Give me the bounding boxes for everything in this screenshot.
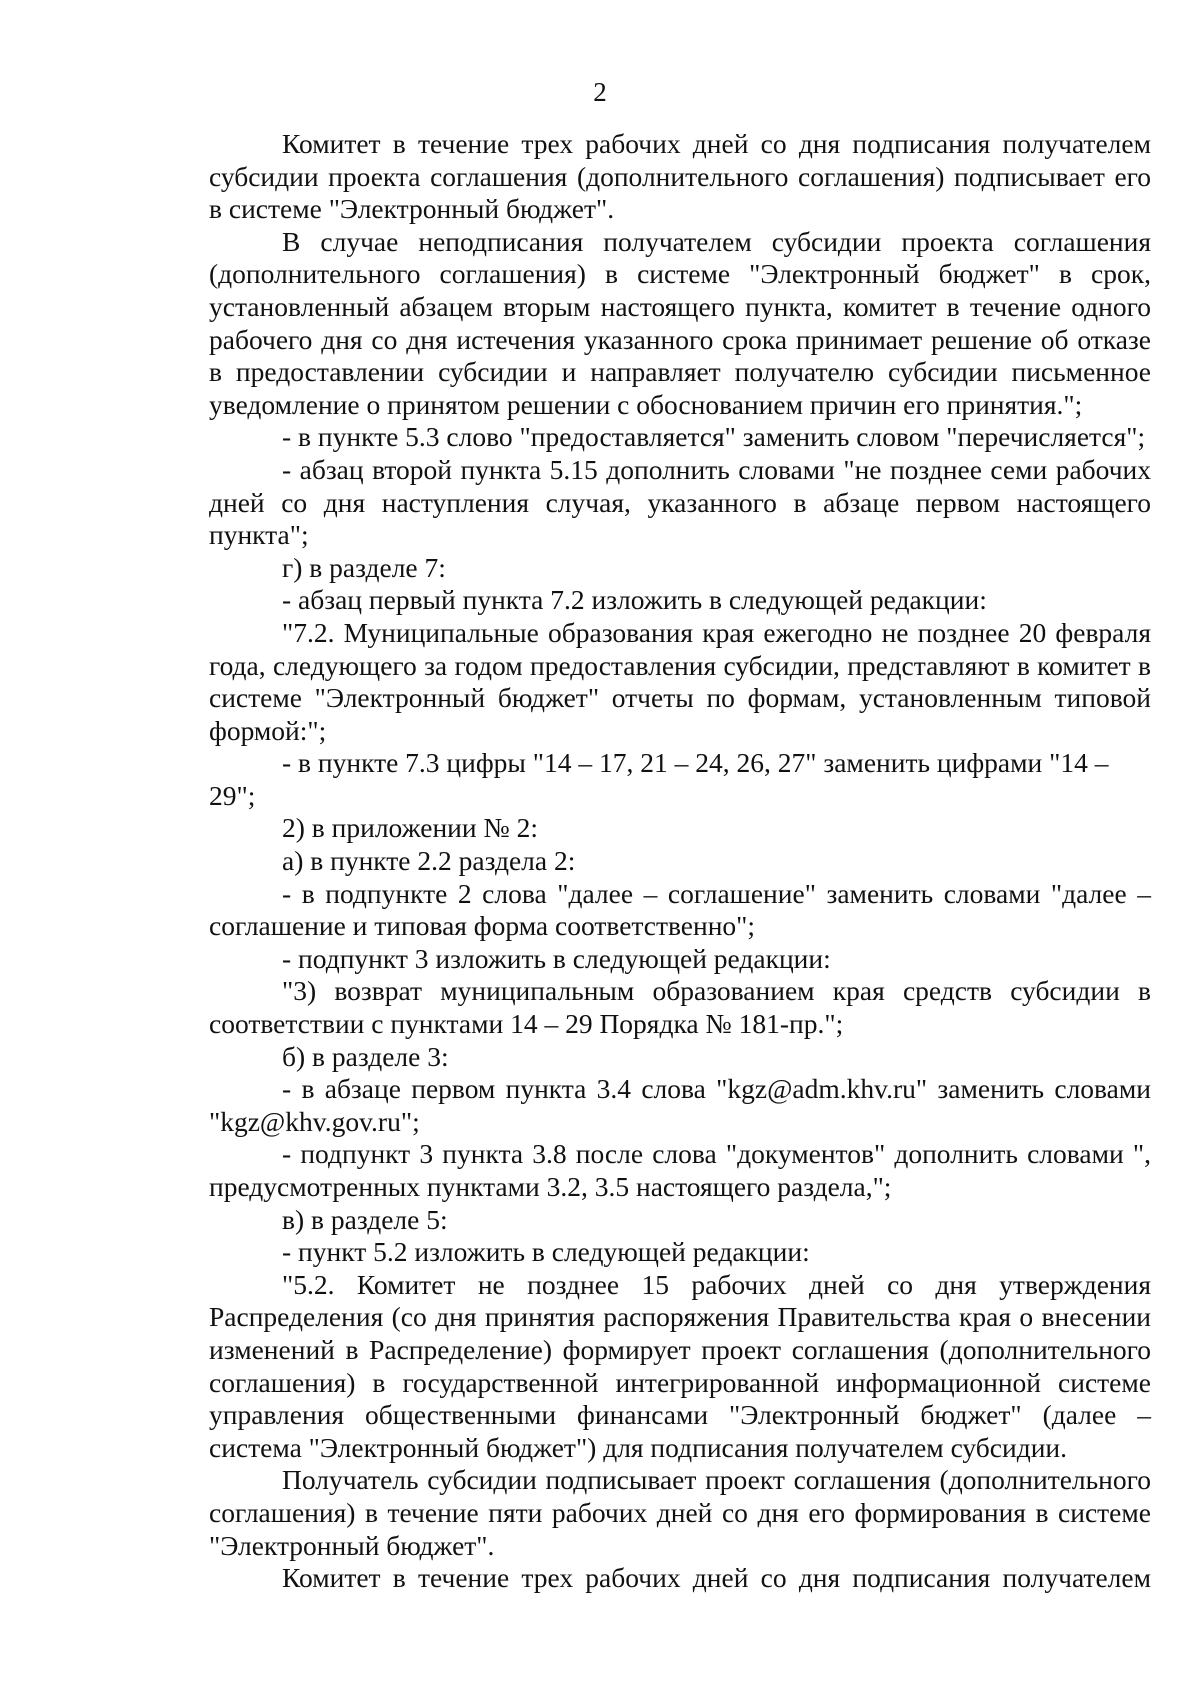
paragraph: "7.2. Муниципальные образования края ежегодно не позднее 20 февраля года, следующего за годом предоставления субсидии, представляют в комитет в системе "Электронный бюджет" отчеты по формам, установленным типовой формой:";: [209, 616, 1151, 746]
paragraph: - в пункте 7.3 цифры "14 – 17, 21 – 24, 26, 27" заменить цифрами "14 – 29";: [209, 747, 1109, 811]
paragraph: Получатель субсидии подписывает проект соглашения (дополнительного соглашения) в течение пяти рабочих дней со дня его формирования в системе "Электронный бюджет".: [209, 1464, 1151, 1561]
paragraph: - подпункт 3 пункта 3.8 после слова "документов" дополнить словами ", предусмотренных пунктами 3.2, 3.5 настоящего раздела,";: [209, 1138, 1151, 1202]
paragraph: Комитет в течение трех рабочих дней со дня подписания получателем: [282, 1562, 1151, 1594]
paragraph: В случае неподписания получателем субсидии проекта соглашения (дополнительного соглашения) в системе "Электронный бюджет" в срок, установленный абзацем вторым настоящего пункта, комитет в течение одного рабочего дня со дня истечения указанного срока принимает решение об отказе в предоставлении субсидии и направляет получателю субсидии письменное уведомление о принятом решении с обоснованием причин его принятия.";: [209, 225, 1151, 420]
paragraph: - в абзаце первом пункта 3.4 слова "kgz@adm.khv.ru" заменить словами "kgz@khv.gov.ru";: [209, 1073, 1151, 1137]
paragraph: - в подпункте 2 слова "далее – соглашение" заменить словами "далее – соглашение и типовая форма соответственно";: [209, 877, 1151, 942]
paragraph: в) в разделе 5:: [282, 1203, 448, 1235]
document-body: [209, 128, 1151, 1595]
paragraph: б) в разделе 3:: [282, 1040, 449, 1072]
paragraph: 2) в приложении № 2:: [282, 812, 538, 844]
page-number: 2: [593, 77, 607, 107]
paragraph: Комитет в течение трех рабочих дней со дня подписания получателем субсидии проекта соглашения (дополнительного соглашения) подписывает его в системе "Электронный бюджет".: [209, 128, 1151, 225]
paragraph: - в пункте 5.3 слово "предоставляется" заменить словом "перечисляется";: [282, 421, 1146, 453]
paragraph: а) в пункте 2.2 раздела 2:: [282, 845, 576, 877]
paragraph: г) в разделе 7:: [282, 551, 446, 583]
paragraph: - абзац второй пункта 5.15 дополнить словами "не позднее семи рабочих дней со дня наступления случая, указанного в абзаце первом настоящего пункта";: [209, 453, 1151, 551]
paragraph: - абзац первый пункта 7.2 изложить в следующей редакции:: [282, 584, 987, 616]
paragraph: - подпункт 3 изложить в следующей редакции:: [282, 942, 831, 974]
paragraph: "3) возврат муниципальным образованием края средств субсидии в соответствии с пунктами 14 – 29 Порядка № 181-пр.";: [209, 975, 1151, 1040]
paragraph: "5.2. Комитет не позднее 15 рабочих дней со дня утверждения Распределения (со дня принятия распоряжения Правительства края о внесении изменений в Распределение) формирует проект соглашения (дополнительного соглашения) в государственной интегрированной информационной системе управления общественными финансами "Электронный бюджет" (далее – система "Электронный бюджет") для подписания получателем субсидии.: [209, 1268, 1151, 1463]
paragraph: - пункт 5.2 изложить в следующей редакции:: [282, 1236, 810, 1268]
